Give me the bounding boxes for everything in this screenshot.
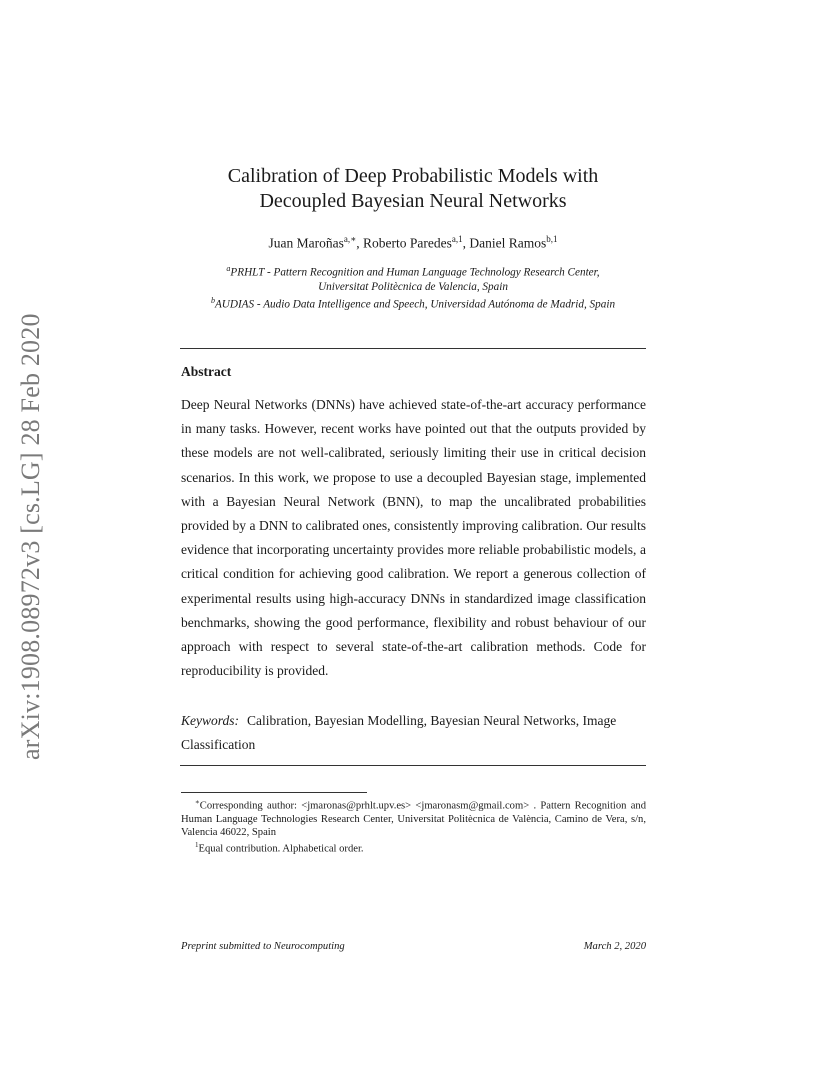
footer-journal: Preprint submitted to Neurocomputing [181,941,345,952]
author-affil-mark: a,1 [451,234,463,244]
author-affil-mark: a,∗ [343,234,357,244]
affiliation-b [170,294,656,312]
author-affil-mark: b,1 [546,234,558,244]
footnote-equal-contribution [181,839,646,856]
footer-date: March 2, 2020 [583,941,646,952]
author-name: Roberto Paredes [363,235,452,251]
affiliation-mark: b [210,295,215,305]
affiliation-a [170,262,656,280]
footnote-text: Equal contribution. Alphabetical order. [198,843,364,855]
abstract-bottom-rule [180,765,646,766]
affiliations [170,262,656,311]
title-line-2: Decoupled Bayesian Neural Networks [259,190,567,212]
abstract-top-rule [180,348,646,349]
title-line-1: Calibration of Deep Probabilistic Models with [227,165,599,187]
abstract-text: Deep Neural Networks (DNNs) have achieved state-of-the-art accuracy performance in many tasks. However, recent works have pointed out that the outputs provided by these models are not well-calibrated, seriously limiting their use in critical decision scenarios. In this work, we propose to use a decoupled Bayesian stage, implemented with a Bayesian Neural Network (BNN), to map the uncalibrated probabilities provided by a DNN to calibrated ones, consistently improving calibration. Our results evidence that incorporating uncertainty provides more reliable probabilistic models, a critical condition for achieving good calibration. We report a generous collection of experimental results using high-accuracy DNNs in standardized image classification benchmarks, showing the good performance, flexibility and robust behaviour of our approach with respect to several state-of-the-art calibration methods. Code for reproducibility is provided. [181,397,646,679]
affiliation-text: AUDIAS - Audio Data Intelligence and Speech, Universidad Autónoma de Madrid, Spain [214,298,616,311]
arxiv-identifier: arXiv:1908.08972v3 [cs.LG] 28 Feb 2020 [16,313,45,760]
footnotes [181,796,646,855]
keywords [181,709,646,757]
footnote-rule [181,792,367,793]
footnote-mark: ∗ [195,798,200,806]
affiliation-text: PRHLT - Pattern Recognition and Human Language Technology Research Center, [230,266,600,279]
footnote-text: Corresponding author: <jmaronas@prhlt.upv.es> <jmaronasm@gmail.com> . Pattern Recognition and Human Language Technologies Research Center, Universitat Politècnica de València, Camino de Vera, s/n, Valencia 46022, Spain [181,800,646,838]
abstract-heading: Abstract [181,364,232,379]
paper-title [180,164,646,214]
author-list: Juan Maroñas$^{a,∗}$, Roberto Paredes$^{a,1}$, Daniel Ramos$^{b,1}$ [268,234,558,251]
footnote-corresponding [181,796,646,839]
footnote-mark: 1 [195,840,199,849]
keywords-label: Keywords: [181,713,239,728]
keywords-text: Calibration, Bayesian Modelling, Bayesian Neural Networks, Image Classification [181,713,617,753]
author-name: Juan Maroñas [268,235,344,251]
author-name: Daniel Ramos [469,235,547,251]
affiliation-a-cont: Universitat Politècnica de Valencia, Spain [318,280,508,293]
affiliation-mark: a [226,264,231,273]
